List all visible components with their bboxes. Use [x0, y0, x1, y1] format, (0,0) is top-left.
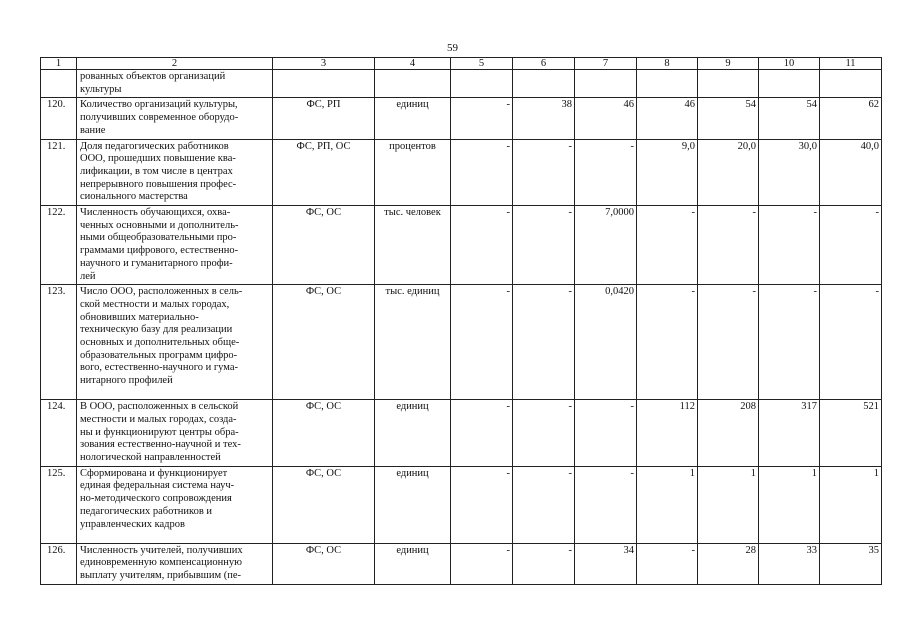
value-cell-text: - [691, 544, 695, 556]
row-number [41, 543, 77, 584]
data-source [273, 206, 375, 285]
value-cell-text: 54 [806, 99, 817, 111]
page-number: 59 [447, 42, 458, 54]
unit [375, 70, 451, 98]
value-cell [575, 400, 637, 467]
value-cell [637, 285, 698, 400]
table-row [41, 400, 882, 467]
unit-text: тыс. человек [384, 207, 441, 219]
value-cell-text: - [568, 544, 572, 556]
table-row [41, 139, 882, 206]
unit-text: тыс. единиц [385, 286, 440, 298]
value-cell [575, 70, 637, 98]
row-number-text: 121. [47, 140, 66, 152]
value-cell-text: 208 [740, 401, 756, 413]
value-cell-text: 40,0 [860, 140, 879, 152]
value-cell-text: - [506, 467, 510, 479]
value-cell-text: 46 [684, 99, 695, 111]
data-source [273, 70, 375, 98]
value-cell [513, 139, 575, 206]
header-cell: 5 [451, 58, 513, 70]
indicator-name-text: Число ООО, расположенных в сель- ской местности и малых городах, обновивших материально- техническую базу для реализации основных и дополнительных обще- образовательных программ цифро- вого, естественно-научного и гума- нитарного профилей [80, 286, 243, 387]
value-cell-text: 1 [873, 467, 879, 479]
value-cell [637, 466, 698, 543]
indicator-name-text: Численность обучающихся, охва- ченных основными и дополнитель- ными общеобразовательными про- граммами цифрового, естественно- научного и гуманитарного профи- лей [80, 207, 239, 282]
indicator-name [77, 70, 273, 98]
value-cell-text: 521 [863, 401, 879, 413]
value-cell-text: 28 [745, 544, 756, 556]
value-cell-text: - [568, 207, 572, 219]
data-source [273, 139, 375, 206]
value-cell [575, 466, 637, 543]
value-cell [575, 285, 637, 400]
value-cell [575, 206, 637, 285]
unit [375, 285, 451, 400]
value-cell-text: 34 [623, 544, 634, 556]
value-cell-text: - [691, 286, 695, 298]
row-number [41, 206, 77, 285]
row-number-text: 120. [47, 99, 66, 111]
value-cell [820, 139, 882, 206]
value-cell-text: - [568, 286, 572, 298]
indicator-name-text: рованных объектов организаций культуры [80, 71, 226, 95]
value-cell [820, 206, 882, 285]
indicator-name [77, 285, 273, 400]
value-cell [698, 139, 759, 206]
data-source-text: ФС, РП, ОС [296, 140, 351, 152]
value-cell [575, 139, 637, 206]
value-cell [513, 400, 575, 467]
value-cell-text: - [568, 467, 572, 479]
data-source-text: ФС, ОС [305, 286, 342, 298]
value-cell [513, 285, 575, 400]
data-source [273, 98, 375, 139]
indicator-name-text: Сформирована и функционирует единая федеральная система науч- но-методического сопровождения педагогических работников и управленческих кадров [80, 467, 235, 530]
value-cell [513, 98, 575, 139]
row-number [41, 98, 77, 139]
value-cell [820, 543, 882, 584]
row-number-text: 124. [47, 401, 66, 413]
value-cell-text: - [506, 140, 510, 152]
table-row [41, 98, 882, 139]
value-cell-text: 62 [868, 99, 879, 111]
table-row [41, 543, 882, 584]
value-cell-text: 1 [811, 467, 817, 479]
unit-text: единиц [396, 467, 429, 479]
value-cell-text: - [630, 140, 634, 152]
indicator-name-text: Доля педагогических работников ООО, прошедших повышение ква- лификации, в том числе в центрах непрерывного повышения профес- сионального мастерства [80, 140, 237, 203]
header-cell: 2 [77, 58, 273, 70]
unit [375, 139, 451, 206]
data-source-text: ФС, ОС [305, 544, 342, 556]
value-cell [698, 285, 759, 400]
row-number [41, 285, 77, 400]
indicator-name [77, 139, 273, 206]
value-cell [820, 98, 882, 139]
value-cell-text: 7,0000 [605, 207, 634, 219]
header-row [41, 58, 882, 70]
value-cell [513, 466, 575, 543]
row-number [41, 466, 77, 543]
data-source-text: ФС, РП [306, 99, 341, 111]
indicator-name [77, 466, 273, 543]
value-cell-text: - [630, 401, 634, 413]
value-cell [451, 98, 513, 139]
header-cell: 3 [273, 58, 375, 70]
data-source-text: ФС, ОС [305, 401, 342, 413]
header-cell: 8 [637, 58, 698, 70]
indicator-name [77, 543, 273, 584]
table-body [41, 58, 882, 585]
value-cell-text: - [568, 140, 572, 152]
row-number-text: 126. [47, 544, 66, 556]
value-cell [451, 543, 513, 584]
indicator-name-text: Количество организаций культуры, получивших современное оборудо- вание [80, 99, 239, 136]
value-cell [513, 206, 575, 285]
value-cell-text: - [568, 401, 572, 413]
value-cell [759, 466, 820, 543]
value-cell-text: - [752, 286, 756, 298]
data-source-text: ФС, ОС [305, 207, 342, 219]
value-cell [698, 400, 759, 467]
table-row [41, 466, 882, 543]
value-cell-text: - [875, 286, 879, 298]
value-cell-text: - [506, 401, 510, 413]
data-table [40, 57, 882, 585]
value-cell [451, 139, 513, 206]
header-cell: 7 [575, 58, 637, 70]
header-cell: 4 [375, 58, 451, 70]
value-cell [575, 543, 637, 584]
value-cell [637, 98, 698, 139]
value-cell-text: 46 [623, 99, 634, 111]
unit-text: процентов [389, 140, 436, 152]
row-number-text: 122. [47, 207, 66, 219]
value-cell [698, 70, 759, 98]
value-cell [637, 139, 698, 206]
value-cell [759, 400, 820, 467]
unit [375, 543, 451, 584]
table-row [41, 70, 882, 98]
value-cell [637, 543, 698, 584]
value-cell-text: - [752, 207, 756, 219]
value-cell [451, 466, 513, 543]
value-cell [759, 543, 820, 584]
unit [375, 466, 451, 543]
value-cell-text: 33 [806, 544, 817, 556]
header-cell: 11 [820, 58, 882, 70]
value-cell-text: - [506, 99, 510, 111]
value-cell [451, 70, 513, 98]
unit [375, 400, 451, 467]
table-row [41, 206, 882, 285]
value-cell-text: - [506, 544, 510, 556]
value-cell [451, 400, 513, 467]
value-cell-text: 9,0 [681, 140, 695, 152]
table-row [41, 285, 882, 400]
value-cell-text: - [813, 207, 817, 219]
value-cell-text: - [691, 207, 695, 219]
value-cell-text: - [506, 286, 510, 298]
indicator-name [77, 206, 273, 285]
value-cell-text: 20,0 [737, 140, 756, 152]
value-cell [820, 70, 882, 98]
indicator-name [77, 400, 273, 467]
value-cell [820, 400, 882, 467]
value-cell [820, 466, 882, 543]
value-cell-text: 30,0 [798, 140, 817, 152]
header-cell: 6 [513, 58, 575, 70]
value-cell [759, 139, 820, 206]
value-cell [698, 98, 759, 139]
value-cell [759, 70, 820, 98]
value-cell [451, 285, 513, 400]
header-cell: 1 [41, 58, 77, 70]
unit-text: единиц [396, 99, 429, 111]
value-cell-text: 0,0420 [605, 286, 634, 298]
value-cell [698, 466, 759, 543]
row-number [41, 139, 77, 206]
row-number-text: 123. [47, 286, 66, 298]
row-number [41, 70, 77, 98]
value-cell-text: - [875, 207, 879, 219]
value-cell [513, 70, 575, 98]
value-cell [637, 206, 698, 285]
value-cell [820, 285, 882, 400]
value-cell [759, 98, 820, 139]
unit-text: единиц [396, 401, 429, 413]
value-cell [637, 400, 698, 467]
header-cell: 9 [698, 58, 759, 70]
value-cell [575, 98, 637, 139]
value-cell-text: - [630, 467, 634, 479]
value-cell-text: 35 [868, 544, 879, 556]
data-source-text: ФС, ОС [305, 467, 342, 479]
row-number-text: 125. [47, 467, 66, 479]
value-cell [513, 543, 575, 584]
row-number [41, 400, 77, 467]
value-cell-text: 54 [745, 99, 756, 111]
value-cell-text: 317 [801, 401, 817, 413]
value-cell-text: 112 [679, 401, 695, 413]
value-cell [759, 285, 820, 400]
indicator-name-text: В ООО, расположенных в сельской местности и малых городах, созда- ны и функционируют центры обра- зования естественно-научной и тех- нологической направленностей [80, 401, 241, 464]
value-cell-text: - [813, 286, 817, 298]
value-cell-text: 1 [689, 467, 695, 479]
data-source [273, 285, 375, 400]
value-cell [637, 70, 698, 98]
indicator-name-text: Численность учителей, получивших единовременную компенсационную выплату учителям, прибывшим (пе- [80, 544, 243, 582]
header-cell: 10 [759, 58, 820, 70]
data-source [273, 543, 375, 584]
value-cell-text: 1 [750, 467, 756, 479]
unit-text: единиц [396, 544, 429, 556]
value-cell-text: 38 [561, 99, 572, 111]
value-cell-text: - [506, 207, 510, 219]
unit [375, 206, 451, 285]
data-source [273, 400, 375, 467]
value-cell [698, 543, 759, 584]
indicator-name [77, 98, 273, 139]
unit [375, 98, 451, 139]
data-source [273, 466, 375, 543]
value-cell [698, 206, 759, 285]
value-cell [451, 206, 513, 285]
value-cell [759, 206, 820, 285]
